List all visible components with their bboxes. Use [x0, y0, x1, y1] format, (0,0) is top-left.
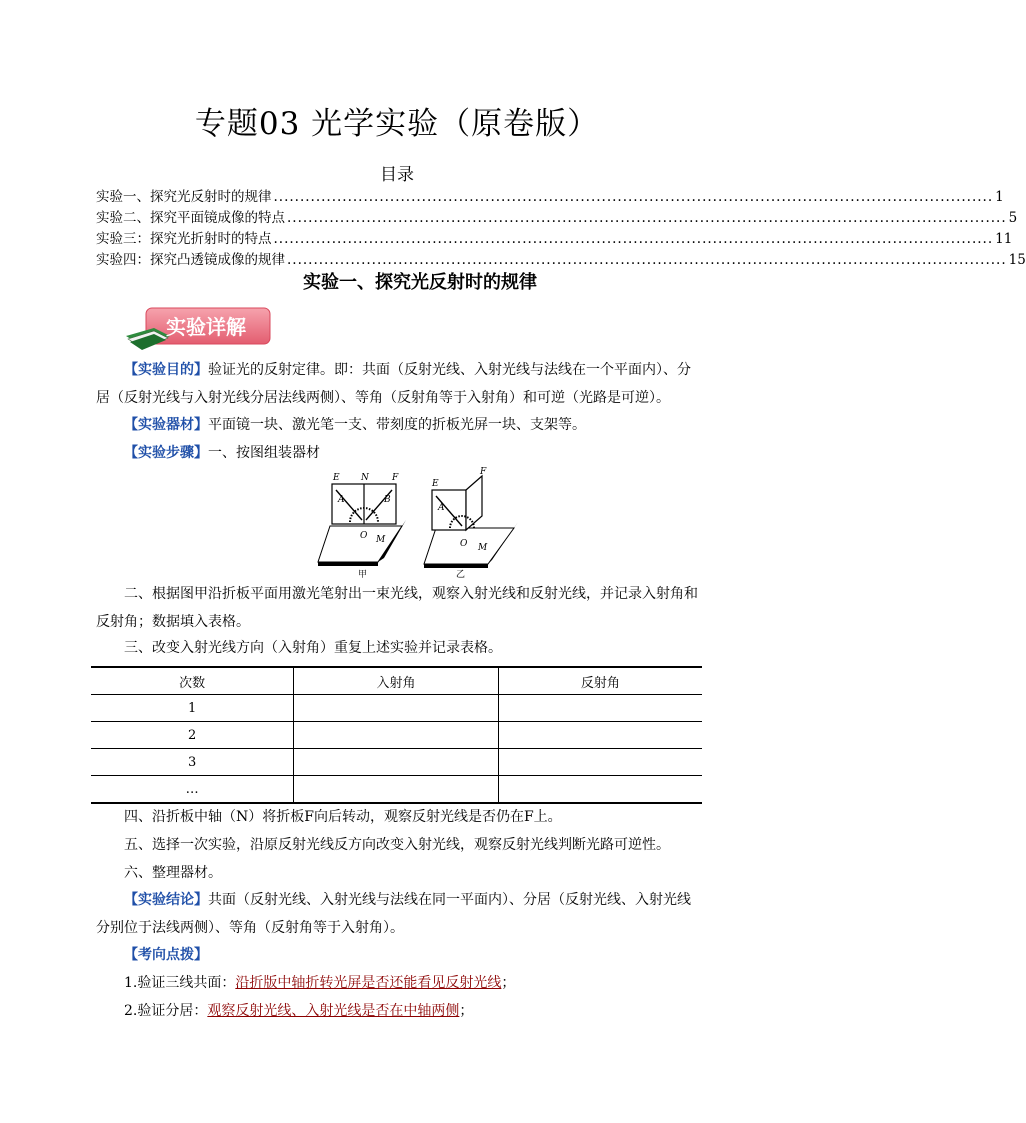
table-cell[interactable] — [294, 776, 498, 804]
table-cell[interactable] — [498, 749, 702, 776]
toc-entry-page: 15 — [1008, 252, 1026, 268]
toc-entry[interactable] — [96, 184, 1004, 205]
figure-a — [318, 473, 406, 580]
label-a-N: N — [361, 473, 369, 483]
label-a-B: B — [384, 495, 391, 505]
toc-heading: 目录 — [380, 165, 414, 185]
label-b-M: M — [478, 543, 488, 553]
equipment-text: 平面镜一块、激光笔一支、带刻度的折板光屏一块、支架等。 — [208, 417, 586, 433]
table-cell[interactable] — [498, 695, 702, 722]
tips-tag: 【考向点拨】 — [124, 947, 208, 963]
label-a-E: E — [333, 473, 340, 483]
toc-entry[interactable] — [96, 205, 1018, 226]
step3-paragraph: 三、改变入射光线方向（入射角）重复上述实验并记录表格。 — [124, 640, 502, 656]
table-header: 入射角 — [294, 667, 498, 695]
tip1-prefix: 1.验证三线共面： — [124, 975, 236, 991]
label-a-F: F — [392, 473, 399, 483]
step4-paragraph: 四、沿折板中轴（N）将折板F向后转动，观察反射光线是否仍在F上。 — [124, 809, 562, 825]
tip1-answer: 沿折版中轴折转光屏是否还能看见反射光线 — [235, 975, 502, 991]
label-b-A: A — [438, 503, 445, 513]
purpose-tag: 【实验目的】 — [124, 362, 208, 378]
toc-leader: ........................................................................................................................................ — [287, 252, 1007, 268]
toc-leader: ........................................................................................................................................ — [273, 231, 994, 247]
table-row — [91, 695, 702, 722]
table-cell[interactable] — [294, 695, 498, 722]
toc-entry-label: 实验三：探究光折射时的特点 — [96, 231, 272, 247]
table-cell: 1 — [91, 695, 294, 722]
caption-b: 乙 — [456, 570, 466, 580]
equipment-tag: 【实验器材】 — [124, 417, 208, 433]
label-b-E: E — [432, 479, 439, 489]
tip2-paragraph — [96, 997, 702, 1025]
table-cell[interactable] — [294, 749, 498, 776]
toc-entry-page: 11 — [995, 231, 1013, 247]
toc-leader: ........................................................................................................................................ — [287, 210, 1007, 226]
table-cell: 3 — [91, 749, 294, 776]
table-of-contents — [96, 184, 1026, 268]
badge-label: 实验详解 — [166, 315, 246, 339]
label-a-O: O — [360, 531, 368, 541]
figure-b — [424, 467, 518, 580]
equipment-paragraph — [96, 411, 702, 439]
record-table — [91, 666, 702, 804]
steps-tag: 【实验步骤】 — [124, 445, 208, 461]
label-a-A: A — [338, 495, 345, 505]
label-a-M: M — [376, 535, 386, 545]
tip1-end: ； — [501, 975, 516, 991]
tip1-paragraph — [96, 969, 702, 997]
toc-entry-label: 实验一、探究光反射时的规律 — [96, 189, 272, 205]
tips-heading — [96, 941, 702, 969]
toc-leader: ........................................................................................................................................ — [273, 189, 994, 205]
tip2-end: ； — [459, 1003, 474, 1019]
section-badge — [124, 306, 272, 350]
section-title: 实验一、探究光反射时的规律 — [303, 272, 537, 293]
step2-paragraph: 二、根据图甲沿折板平面用激光笔射出一束光线，观察入射光线和反射光线，并记录入射角和反射角；数据填入表格。 — [96, 586, 698, 630]
purpose-text: 验证光的反射定律。即：共面（反射光线、入射光线与法线在一个平面内）、分居（反射光线与入射光线分居法线两侧）、等角（反射角等于入射角）和可逆（光路是可逆）。 — [96, 362, 691, 406]
step5-paragraph: 五、选择一次实验，沿原反射光线反方向改变入射光线，观察反射光线判断光路可逆性。 — [124, 837, 670, 853]
toc-entry-page: 1 — [995, 189, 1004, 205]
toc-entry-label: 实验四：探究凸透镜成像的规律 — [96, 252, 285, 268]
steps-paragraph — [96, 439, 702, 467]
table-cell: 2 — [91, 722, 294, 749]
tip2-answer: 观察反射光线、入射光线是否在中轴两侧 — [207, 1003, 460, 1019]
conclusion-text: 共面（反射光线、入射光线与法线在同一平面内）、分居（反射光线、入射光线分别位于法线两侧）、等角（反射角等于入射角）。 — [96, 892, 691, 936]
table-header-row — [91, 667, 702, 695]
apparatus-figure — [322, 466, 582, 578]
steps-text: 一、按图组装器材 — [208, 445, 320, 461]
purpose-paragraph — [96, 356, 702, 412]
label-b-O: O — [460, 539, 468, 549]
table-cell[interactable] — [294, 722, 498, 749]
table-cell: … — [91, 776, 294, 804]
label-b-F: F — [480, 467, 487, 477]
step6-paragraph: 六、整理器材。 — [124, 865, 222, 881]
table-cell[interactable] — [498, 776, 702, 804]
table-row — [91, 776, 702, 804]
toc-entry-label: 实验二、探究平面镜成像的特点 — [96, 210, 285, 226]
caption-a: 甲 — [358, 570, 368, 580]
conclusion-tag: 【实验结论】 — [124, 892, 208, 908]
toc-entry[interactable] — [96, 226, 1013, 247]
tip2-prefix: 2.验证分居： — [124, 1003, 208, 1019]
conclusion-paragraph — [96, 886, 702, 942]
table-row — [91, 749, 702, 776]
table-header: 次数 — [91, 667, 294, 695]
table-header: 反射角 — [498, 667, 702, 695]
toc-entry[interactable] — [96, 247, 1026, 268]
table-cell[interactable] — [498, 722, 702, 749]
table-row — [91, 722, 702, 749]
page-title: 专题03 光学实验（原卷版） — [194, 106, 600, 142]
toc-entry-page: 5 — [1008, 210, 1018, 226]
